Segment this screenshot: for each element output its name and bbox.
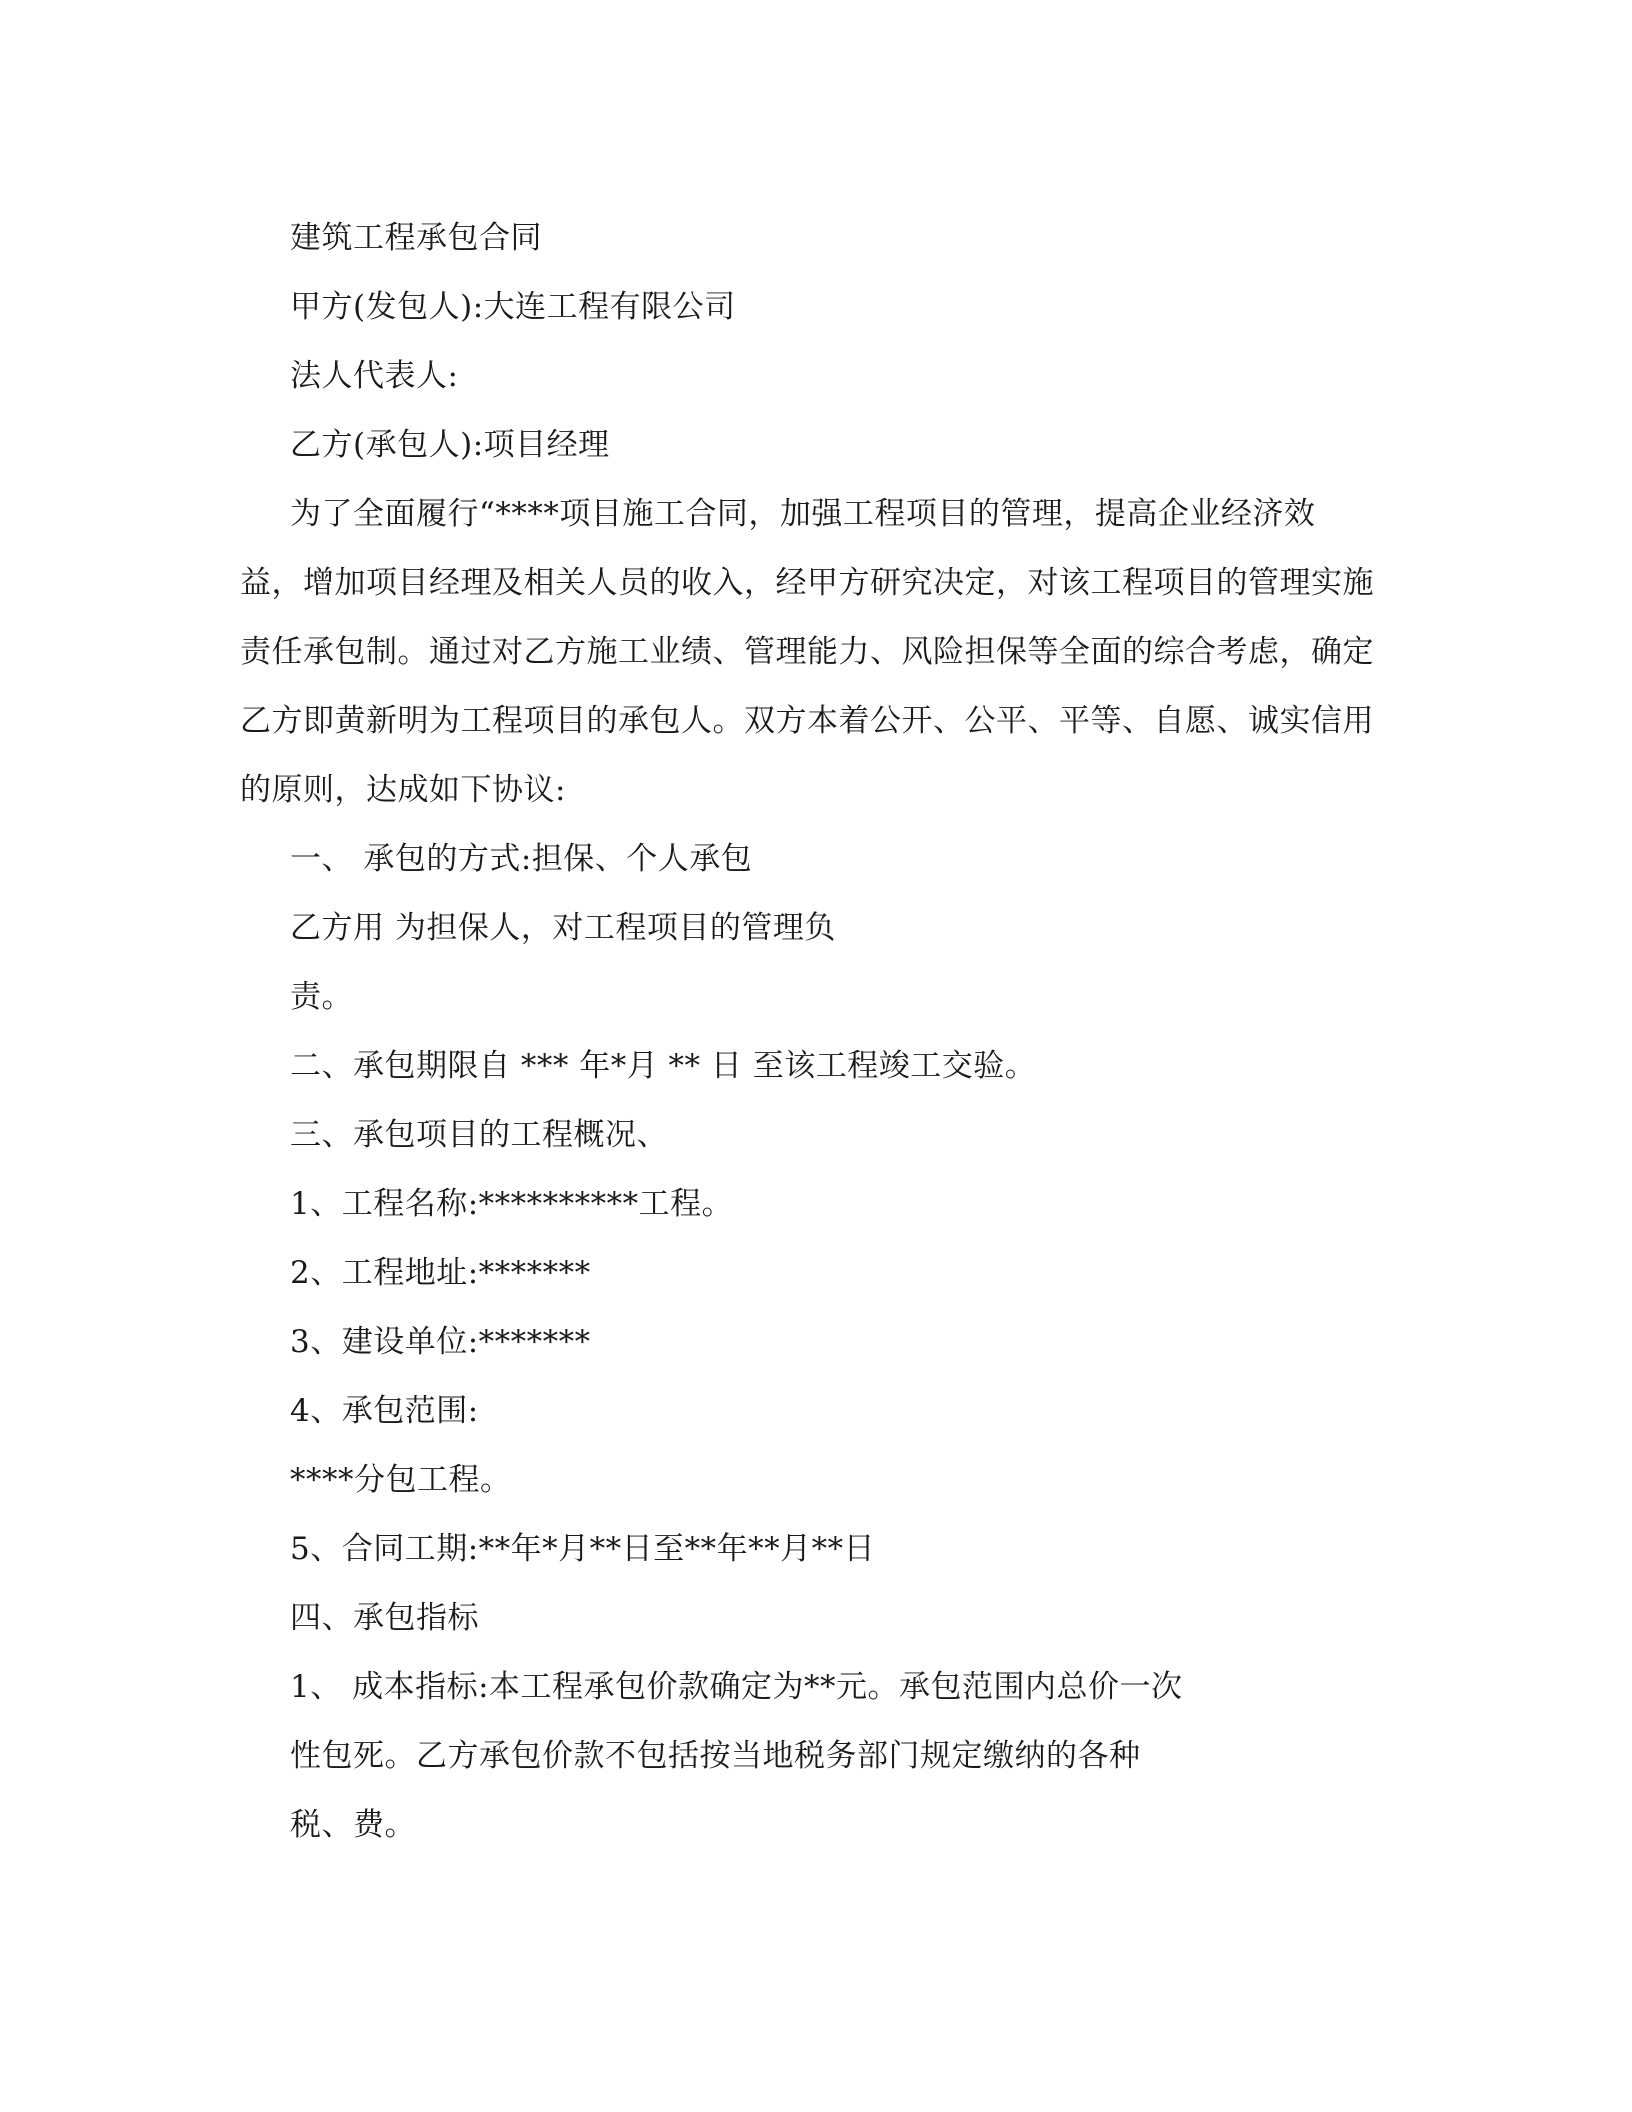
document-title: 建筑工程承包合同 (290, 220, 542, 256)
intro-line-2: 益，增加项目经理及相关人员的收入，经甲方研究决定，对该工程项目的管理实施 (240, 565, 1374, 601)
section-4-title: 四、承包指标 (290, 1600, 479, 1636)
item-5: 5、合同工期:**年*月**日至**年**月**日 (290, 1531, 876, 1567)
section-3-title: 三、承包项目的工程概况、 (290, 1117, 668, 1153)
cost-line-2: 性包死。乙方承包价款不包括按当地税务部门规定缴纳的各种 (290, 1738, 1141, 1774)
legal-rep-line: 法人代表人: (290, 358, 459, 394)
item-1: 1、工程名称:**********工程。 (290, 1186, 734, 1222)
section-1-title: 一、 承包的方式:担保、个人承包 (290, 841, 753, 877)
party-b-line: 乙方(承包人):项目经理 (290, 427, 610, 463)
cost-line-3: 税、费。 (290, 1807, 416, 1843)
party-a-line: 甲方(发包人):大连工程有限公司 (290, 289, 736, 325)
item-4-detail: ****分包工程。 (290, 1462, 512, 1498)
intro-line-4: 乙方即黄新明为工程项目的承包人。双方本着公开、公平、平等、自愿、诚实信用 (240, 703, 1374, 739)
item-4: 4、承包范围: (290, 1393, 479, 1429)
item-3: 3、建设单位:******* (290, 1324, 591, 1360)
intro-line-3: 责任承包制。通过对乙方施工业绩、管理能力、风险担保等全面的综合考虑，确定 (240, 634, 1374, 670)
section-2-line: 二、承包期限自 *** 年*月 ** 日 至该工程竣工交验。 (290, 1048, 1037, 1084)
intro-line-5: 的原则，达成如下协议: (240, 772, 566, 808)
section-1-line-2: 责。 (290, 979, 353, 1015)
section-1-line-1: 乙方用 为担保人，对工程项目的管理负 (290, 910, 836, 946)
intro-line-1: 为了全面履行“****项目施工合同，加强工程项目的管理，提高企业经济效 (290, 496, 1316, 532)
item-2: 2、工程地址:******* (290, 1255, 591, 1291)
cost-line-1: 1、 成本指标:本工程承包价款确定为**元。承包范围内总价一次 (290, 1669, 1183, 1705)
